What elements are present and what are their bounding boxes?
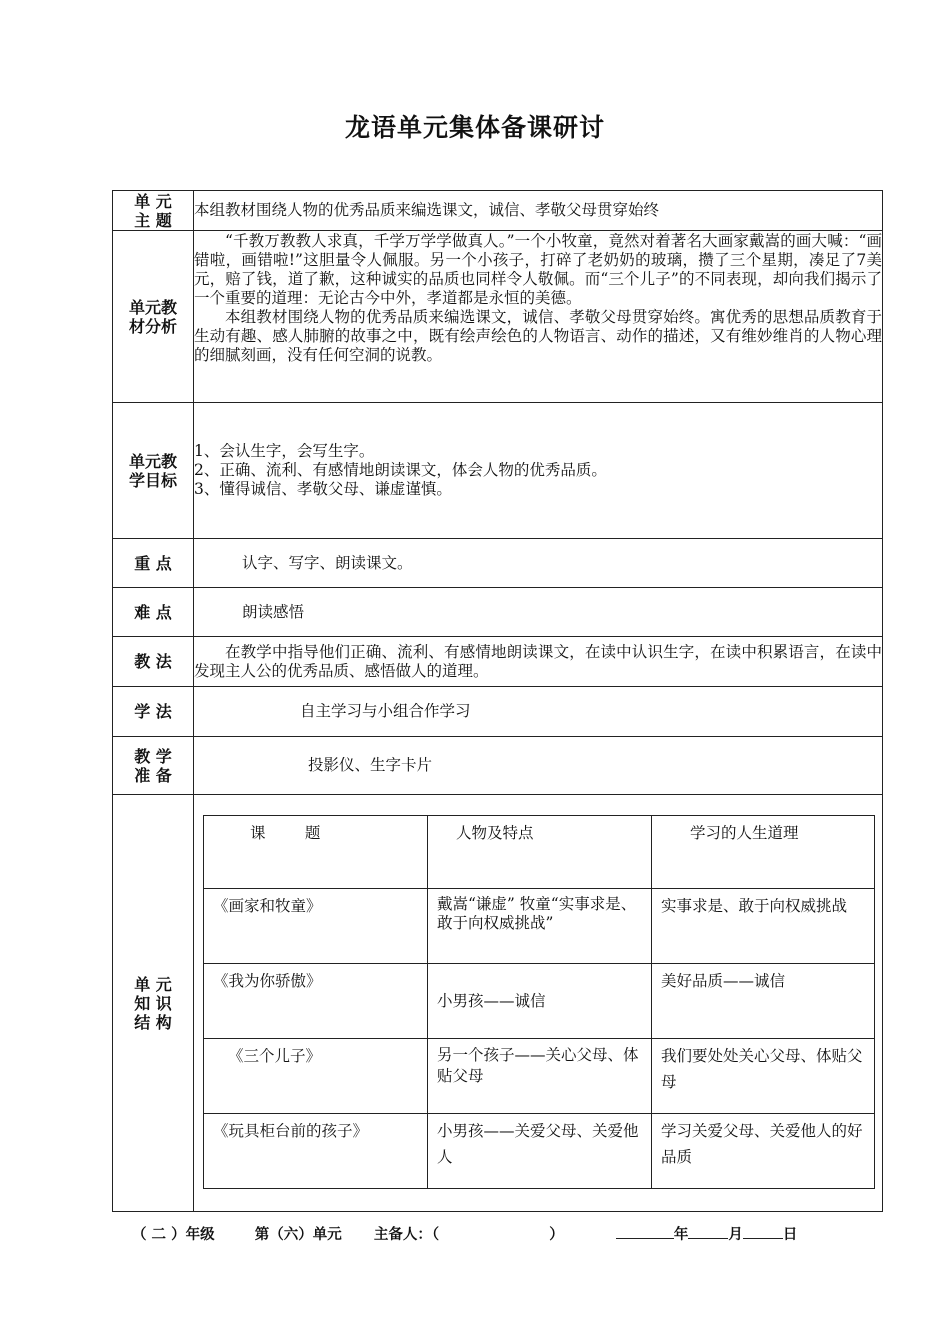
label-line: 单元教: [128, 297, 177, 317]
lesson-title: 《玩具柜台前的孩子》: [204, 1114, 428, 1189]
header-lesson: 课 题: [204, 816, 428, 889]
lesson-title: 《我为你骄傲》: [204, 964, 428, 1039]
label-teaching-method: 教 法: [113, 637, 194, 687]
lesson-learned: 学习关爱父母、关爱他人的好品质: [652, 1114, 875, 1189]
lesson-character: 小男孩——诚信: [428, 964, 652, 1039]
label-analysis: [113, 231, 194, 403]
footer: [132, 1223, 852, 1244]
footer-year: 年: [673, 1227, 689, 1243]
difficulty-text: 朗读感悟: [194, 588, 883, 637]
theme-text: 本组教材围绕人物的优秀品质来编选课文，诚信、孝敬父母贯穿始终: [194, 191, 883, 231]
label-line: 单元教: [128, 451, 177, 471]
header-character: 人物及特点: [428, 816, 652, 889]
label-line: 准 备: [134, 765, 172, 785]
knowledge-header-row: [204, 816, 875, 889]
teaching-method-text: 在教学中指导他们正确、流利、有感情地朗读课文，在读中认识生字，在读中积累语言，在读中发现主人公的优秀品质、感悟做人的道理。: [194, 642, 882, 680]
footer-preparer: 主备人：（: [373, 1227, 440, 1243]
teaching-method-cell: [194, 637, 883, 687]
row-knowledge: [113, 795, 883, 1212]
table-row: [204, 964, 875, 1039]
label-goals: [113, 403, 194, 539]
knowledge-cell: [194, 795, 883, 1212]
label-line: 教 学: [134, 746, 172, 766]
month-blank: [688, 1224, 728, 1239]
lesson-plan-table: [112, 190, 883, 1212]
knowledge-table: [203, 815, 875, 1189]
row-difficulty: [113, 588, 883, 637]
goal-item: 3、懂得诚信、孝敬父母、谦虚谨慎。: [194, 480, 452, 498]
label-difficulty: 难 点: [113, 588, 194, 637]
row-key: [113, 539, 883, 588]
row-teaching-method: [113, 637, 883, 687]
row-theme: [113, 191, 883, 231]
lesson-character: 小男孩——关爱父母、关爱他人: [428, 1114, 652, 1189]
footer-month: 月: [728, 1227, 743, 1243]
label-knowledge: [113, 795, 194, 1212]
table-row: [204, 1039, 875, 1114]
prep-text: 投影仪、生字卡片: [194, 737, 883, 795]
label-learning-method: 学 法: [113, 687, 194, 737]
analysis-cell: [194, 231, 883, 403]
goals-list: [194, 403, 883, 539]
row-prep: [113, 737, 883, 795]
label-line: 材分析: [128, 316, 177, 336]
page-title: 龙语单元集体备课研讨: [344, 113, 605, 142]
row-goals: [113, 403, 883, 539]
footer-preparer-close: ）: [549, 1227, 564, 1243]
row-analysis: [113, 231, 883, 403]
goal-item: 2、正确、流利、有感情地朗读课文，体会人物的优秀品质。: [194, 461, 607, 479]
lesson-learned: 实事求是、敢于向权威挑战: [652, 889, 875, 964]
table-row: [204, 1114, 875, 1189]
lesson-title: 《画家和牧童》: [204, 889, 428, 964]
analysis-paragraph-2: 本组教材围绕人物的优秀品质来编选课文，诚信、孝敬父母贯穿始终。寓优秀的思想品质教育于生动有趣、感人肺腑的故事之中，既有绘声绘色的人物语言、动作的描述，又有维妙维肖的人物心理的细腻刻画，没有任何空洞的说教。: [194, 308, 882, 364]
header-lesson-learned: 学习的人生道理: [652, 816, 875, 889]
learning-method-text: 自主学习与小组合作学习: [194, 687, 883, 737]
label-key: 重 点: [113, 539, 194, 588]
lesson-character: 另一个孩子——关心父母、体贴父母: [428, 1039, 652, 1114]
analysis-paragraph-1: “千教万教教人求真，千学万学学做真人。”一个小牧童，竟然对着著名大画家戴嵩的画大喊：“画错啦，画错啦!”这胆量令人佩服。另一个小孩子，打碎了老奶奶的玻璃，攒了三个星期，凑足了7美元，赔了钱，道了歉，这种诚实的品质也同样令人敬佩。而“三个儿子”的不同表现，却向我们揭示了一个重要的道理：无论古今中外，孝道都是永恒的美德。: [194, 232, 882, 307]
label-line: 结 构: [134, 1012, 172, 1032]
table-row: [204, 889, 875, 964]
lesson-learned: 美好品质——诚信: [652, 964, 875, 1039]
footer-day: 日: [782, 1227, 798, 1243]
lesson-learned: 我们要处处关心父母、体贴父母: [652, 1039, 875, 1114]
footer-unit: 第（六）单元: [254, 1227, 342, 1243]
label-theme: [113, 191, 194, 231]
label-line: 主 题: [134, 210, 172, 230]
label-line: 单 元: [134, 974, 172, 994]
lesson-character: 戴嵩“谦虚” 牧童“实事求是、敢于向权威挑战”: [428, 889, 652, 964]
goal-item: 1、会认生字，会写生字。: [194, 442, 375, 460]
lesson-title: 《三个儿子》: [204, 1039, 428, 1114]
label-line: 学目标: [128, 470, 177, 490]
footer-grade: （ 二 ）年级: [132, 1227, 215, 1243]
label-prep: [113, 737, 194, 795]
day-blank: [743, 1224, 783, 1239]
label-line: 知 识: [134, 993, 172, 1013]
year-blank: [616, 1224, 674, 1239]
label-line: 单 元: [134, 191, 172, 211]
key-text: 认字、写字、朗读课文。: [194, 539, 883, 588]
row-learning-method: [113, 687, 883, 737]
